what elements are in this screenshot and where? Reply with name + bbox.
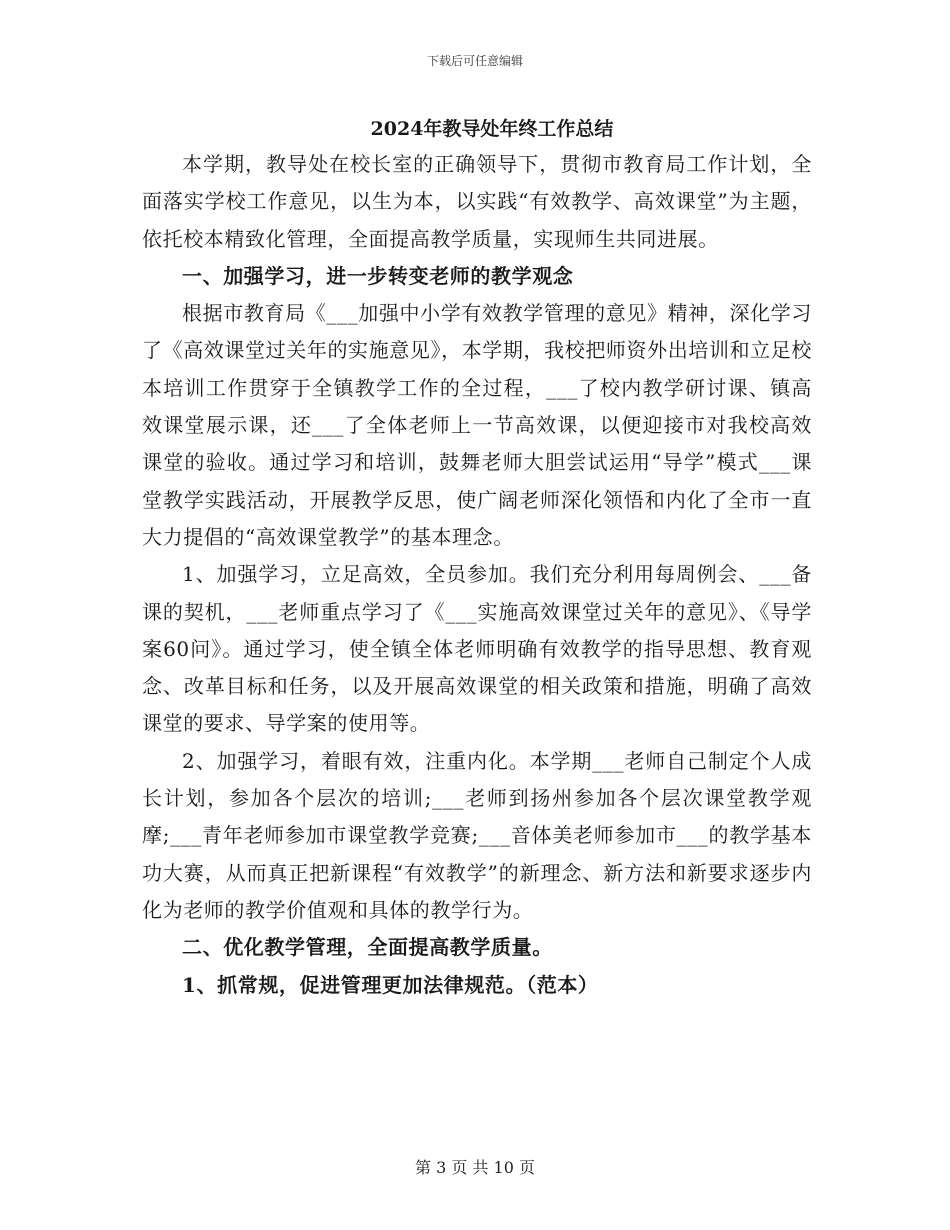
document-title: 2024年教导处年终工作总结 xyxy=(370,118,614,140)
document-body xyxy=(142,112,812,1004)
section-1-item-1: 1、加强学习，立足高效，全员参加。我们充分利用每周例会、___备课的契机，___老师重点学习了《___实施高效课堂过关年的意见》、《导学案60问》。通过学习，使全镇全体老师明确有效教学的指导思想、教育观念、改革目标和任务，以及开展高效课堂的相关政策和措施，明确了高效课堂的要求、导学案的使用等。 xyxy=(142,562,812,736)
page-number-footer: 第 3 页 共 10 页 xyxy=(415,1158,535,1177)
section-1-item-2: 2、加强学习，着眼有效，注重内化。本学期___老师自己制定个人成长计划，参加各个层次的培训;___老师到扬州参加各个层次课堂教学观摩;___青年老师参加市课堂教学竞赛;___音体美老师参加市___的教学基本功大赛，从而真正把新课程“有效教学”的新理念、新方法和新要求逐步内化为老师的教学价值观和具体的教学行为。 xyxy=(142,748,812,922)
intro-paragraph: 本学期，教导处在校长室的正确领导下，贯彻市教育局工作计划，全面落实学校工作意见，以生为本，以实践“有效教学、高效课堂”为主题，依托校本精致化管理，全面提高教学质量，实现师生共同进展。 xyxy=(142,152,812,251)
header-note: 下载后可任意编辑 xyxy=(426,54,523,68)
section-heading-1: 一、加强学习，进一步转变老师的教学观念 xyxy=(182,263,574,288)
section-heading-2: 二、优化教学管理，全面提高教学质量。 xyxy=(182,935,553,960)
section-1-paragraph: 根据市教育局《___加强中小学有效教学管理的意见》精神，深化学习了《高效课堂过关年的实施意见》，本学期，我校把师资外出培训和立足校本培训工作贯穿于全镇教学工作的全过程，___了校内教学研讨课、镇高效课堂展示课，还___了全体老师上一节高效课，以便迎接市对我校高效课堂的验收。通过学习和培训，鼓舞老师大胆尝试运用“导学”模式___课堂教学实践活动，开展教学反思，使广阔老师深化领悟和内化了全市一直大力提倡的“高效课堂教学”的基本理念。 xyxy=(142,301,812,549)
section-2-subheading-1: 1、抓常规，促进管理更加法律规范。（范本） xyxy=(182,972,599,997)
